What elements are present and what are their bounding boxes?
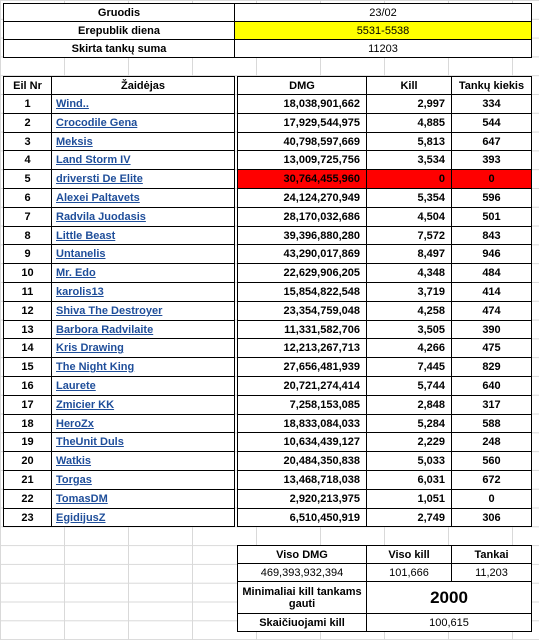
row-number[interactable]: 15 [3,357,52,377]
header-tanks[interactable]: Tankų kiekis [451,76,532,95]
row-number[interactable]: 17 [3,395,52,415]
player-name-link[interactable]: Zmicier KK [56,399,115,411]
kill-cell[interactable]: 4,266 [366,338,452,358]
player-link[interactable] [51,169,235,189]
tanks-cell[interactable]: 0 [451,489,532,509]
player-name-link[interactable]: Wind.. [56,98,89,110]
player-name-link[interactable]: TheUnit Duls [56,436,124,448]
player-name-link[interactable]: HeroZx [56,417,94,430]
viso-kill-label[interactable]: Viso kill [366,545,452,564]
tankai-label[interactable]: Tankai [451,545,532,564]
dmg-cell[interactable]: 43,290,017,869 [237,244,367,264]
dmg-cell[interactable]: 13,468,718,038 [237,470,367,490]
header-kill[interactable]: Kill [366,76,452,95]
tanks-cell[interactable]: 544 [451,113,532,133]
row-number[interactable]: 8 [3,226,52,245]
player-name-link[interactable]: driversti De Elite [56,173,143,185]
suma-value[interactable]: 11203 [234,39,532,58]
kill-cell[interactable]: 2,997 [366,94,452,114]
player-name-link[interactable]: Watkis [56,455,92,467]
player-name-link[interactable]: Torgas [56,474,92,486]
dmg-cell[interactable]: 6,510,450,919 [237,508,367,527]
row-number[interactable]: 4 [3,150,52,170]
kill-cell[interactable]: 4,258 [366,301,452,321]
tanks-cell[interactable]: 393 [451,150,532,170]
player-name-link[interactable]: EgidijusZ [56,511,106,524]
player-link[interactable] [51,244,235,264]
tanks-cell[interactable]: 843 [451,226,532,245]
player-link[interactable] [51,432,235,452]
row-number[interactable]: 11 [3,282,52,302]
kill-cell[interactable]: 4,504 [366,207,452,227]
row-number[interactable]: 5 [3,169,52,189]
kill-cell[interactable]: 8,497 [366,244,452,264]
row-number[interactable]: 12 [3,301,52,321]
kill-cell[interactable]: 3,719 [366,282,452,302]
dmg-cell[interactable]: 18,038,901,662 [237,94,367,114]
skaiciuojami-value[interactable]: 100,615 [366,613,532,632]
dmg-cell[interactable]: 2,920,213,975 [237,489,367,509]
kill-cell[interactable]: 2,848 [366,395,452,415]
row-number[interactable]: 9 [3,244,52,264]
kill-cell[interactable]: 5,744 [366,376,452,396]
player-link[interactable] [51,320,235,339]
kill-cell[interactable]: 2,749 [366,508,452,527]
kill-cell[interactable]: 7,445 [366,357,452,377]
tanks-cell[interactable]: 390 [451,320,532,339]
dmg-cell[interactable]: 17,929,544,975 [237,113,367,133]
viso-kill-value[interactable]: 101,666 [366,563,452,582]
row-number[interactable]: 14 [3,338,52,358]
player-link[interactable] [51,395,235,415]
viso-dmg-value[interactable]: 469,393,932,394 [237,563,367,582]
row-number[interactable]: 6 [3,188,52,208]
tanks-cell[interactable]: 647 [451,132,532,151]
player-name-link[interactable]: Little Beast [56,229,116,242]
row-number[interactable]: 1 [3,94,52,114]
kill-cell[interactable]: 7,572 [366,226,452,245]
tankai-value[interactable]: 11,203 [451,563,532,582]
player-link[interactable] [51,301,235,321]
player-link[interactable] [51,508,235,527]
row-number[interactable]: 21 [3,470,52,490]
player-link[interactable] [51,357,235,377]
player-name-link[interactable]: Meksis [56,135,93,148]
player-name-link[interactable]: Untanelis [56,248,106,260]
kill-cell[interactable]: 5,033 [366,451,452,471]
player-name-link[interactable]: TomasDM [56,493,108,505]
dmg-cell[interactable]: 22,629,906,205 [237,263,367,283]
player-name-link[interactable]: Kris Drawing [56,342,124,354]
tanks-cell[interactable]: 829 [451,357,532,377]
player-link[interactable] [51,188,235,208]
skaiciuojami-label[interactable]: Skaičiuojami kill [237,613,367,632]
tanks-cell[interactable]: 672 [451,470,532,490]
row-number[interactable]: 13 [3,320,52,339]
player-name-link[interactable]: The Night King [56,361,135,373]
tanks-cell[interactable]: 0 [451,169,532,189]
gruodis-label[interactable]: Gruodis [3,3,235,22]
tanks-cell[interactable]: 501 [451,207,532,227]
dmg-cell[interactable]: 23,354,759,048 [237,301,367,321]
tanks-cell[interactable]: 484 [451,263,532,283]
row-number[interactable]: 22 [3,489,52,509]
header-dmg[interactable]: DMG [237,76,367,95]
dmg-cell[interactable]: 24,124,270,949 [237,188,367,208]
kill-cell[interactable]: 6,031 [366,470,452,490]
kill-cell[interactable]: 3,534 [366,150,452,170]
player-link[interactable] [51,207,235,227]
player-name-link[interactable]: Crocodile Gena [56,117,138,129]
tanks-cell[interactable]: 474 [451,301,532,321]
player-name-link[interactable]: Shiva The Destroyer [56,305,163,317]
gruodis-value[interactable]: 23/02 [234,3,532,22]
dmg-cell[interactable]: 13,009,725,756 [237,150,367,170]
dmg-cell[interactable]: 39,396,880,280 [237,226,367,245]
tanks-cell[interactable]: 306 [451,508,532,527]
player-name-link[interactable]: Radvila Juodasis [56,211,146,223]
dmg-cell[interactable]: 12,213,267,713 [237,338,367,358]
player-link[interactable] [51,226,235,245]
player-link[interactable] [51,282,235,302]
header-nr[interactable]: Eil Nr [3,76,52,95]
kill-cell[interactable]: 0 [366,169,452,189]
player-link[interactable] [51,113,235,133]
viso-dmg-label[interactable]: Viso DMG [237,545,367,564]
kill-cell[interactable]: 4,348 [366,263,452,283]
player-link[interactable] [51,414,235,433]
tanks-cell[interactable]: 560 [451,451,532,471]
dmg-cell[interactable]: 18,833,084,033 [237,414,367,433]
tanks-cell[interactable]: 334 [451,94,532,114]
player-link[interactable] [51,376,235,396]
player-link[interactable] [51,489,235,509]
tanks-cell[interactable]: 946 [451,244,532,264]
tanks-cell[interactable]: 640 [451,376,532,396]
row-number[interactable]: 3 [3,132,52,151]
dmg-cell[interactable]: 11,331,582,706 [237,320,367,339]
tanks-cell[interactable]: 414 [451,282,532,302]
player-link[interactable] [51,132,235,151]
player-name-link[interactable]: Mr. Edo [56,267,96,279]
player-link[interactable] [51,338,235,358]
diena-label[interactable]: Erepublik diena [3,21,235,40]
player-link[interactable] [51,470,235,490]
tanks-cell[interactable]: 588 [451,414,532,433]
min-kill-value[interactable]: 2000 [366,581,532,614]
header-player[interactable]: Žaidėjas [51,76,235,95]
dmg-cell[interactable]: 20,484,350,838 [237,451,367,471]
player-link[interactable] [51,150,235,170]
kill-cell[interactable]: 2,229 [366,432,452,452]
kill-cell[interactable]: 1,051 [366,489,452,509]
dmg-cell[interactable]: 40,798,597,669 [237,132,367,151]
player-name-link[interactable]: Barbora Radvilaite [56,323,154,336]
row-number[interactable]: 7 [3,207,52,227]
row-number[interactable]: 19 [3,432,52,452]
tanks-cell[interactable]: 248 [451,432,532,452]
player-link[interactable] [51,451,235,471]
player-name-link[interactable]: Alexei Paltavets [56,192,140,204]
min-kill-label[interactable]: Minimaliai kill tankams gauti [237,581,367,614]
row-number[interactable]: 20 [3,451,52,471]
player-name-link[interactable]: Land Storm IV [56,154,131,166]
diena-value[interactable]: 5531-5538 [234,21,532,40]
player-name-link[interactable]: Laurete [56,380,96,392]
player-name-link[interactable]: karolis13 [56,286,104,298]
row-number[interactable]: 10 [3,263,52,283]
kill-cell[interactable]: 5,284 [366,414,452,433]
row-number[interactable]: 16 [3,376,52,396]
dmg-cell[interactable]: 10,634,439,127 [237,432,367,452]
dmg-cell[interactable]: 7,258,153,085 [237,395,367,415]
kill-cell[interactable]: 3,505 [366,320,452,339]
player-link[interactable] [51,94,235,114]
tanks-cell[interactable]: 596 [451,188,532,208]
kill-cell[interactable]: 4,885 [366,113,452,133]
suma-label[interactable]: Skirta tankų suma [3,39,235,58]
player-link[interactable] [51,263,235,283]
dmg-cell[interactable]: 15,854,822,548 [237,282,367,302]
tanks-cell[interactable]: 317 [451,395,532,415]
row-number[interactable]: 2 [3,113,52,133]
dmg-cell[interactable]: 28,170,032,686 [237,207,367,227]
kill-cell[interactable]: 5,354 [366,188,452,208]
tanks-cell[interactable]: 475 [451,338,532,358]
dmg-cell[interactable]: 30,764,455,960 [237,169,367,189]
dmg-cell[interactable]: 20,721,274,414 [237,376,367,396]
row-number[interactable]: 23 [3,508,52,527]
dmg-cell[interactable]: 27,656,481,939 [237,357,367,377]
kill-cell[interactable]: 5,813 [366,132,452,151]
row-number[interactable]: 18 [3,414,52,433]
